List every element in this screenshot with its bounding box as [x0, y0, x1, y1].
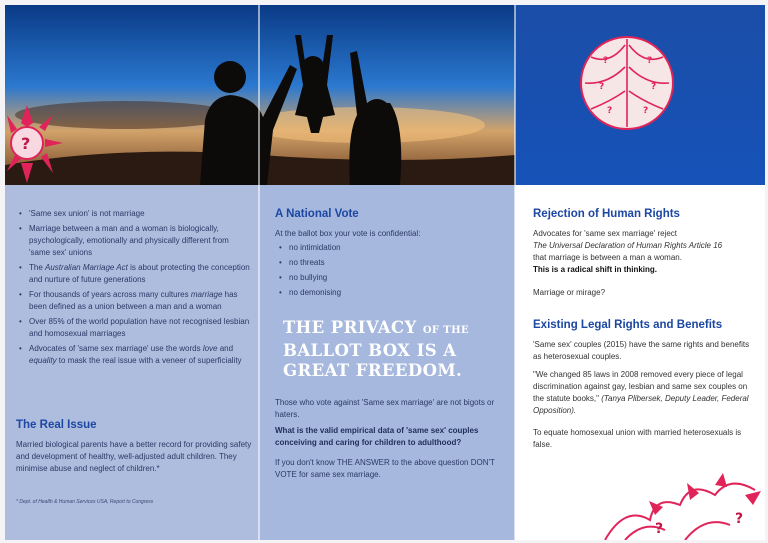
svg-text:?: ?	[655, 521, 664, 537]
radical-shift: This is a radical shift in thinking.	[533, 265, 658, 274]
left-flower-decoration	[5, 85, 65, 195]
marriage-or-mirage: Marriage or mirage?	[533, 288, 606, 297]
bullet-item: • Marriage between a man and a woman is biologically, psychologically, emotionally and physically different from 'same sex' unions	[17, 223, 251, 259]
legal-rights-text: 'Same sex' couples (2015) have the same rights and benefits as heterosexual couples.	[533, 340, 750, 361]
equate-text: To equate homosexual union with married heterosexuals is false.	[533, 428, 742, 449]
rights-line-1: Advocates for 'same sex marriage' reject	[533, 229, 677, 238]
left-bullet-list	[17, 208, 251, 370]
bullet-item: • no threats	[277, 257, 477, 269]
right-banner	[515, 5, 765, 185]
bullet-item: • no intimidation	[277, 242, 477, 254]
rejection-heading: Rejection of Human Rights	[533, 208, 680, 220]
bullet-item: • Advocates of 'same sex marriage' use the words love and equality to mask the real issue with a veneer of superficiality	[17, 343, 251, 367]
bullet-item: • 'Same sex union' is not marriage	[17, 208, 251, 220]
brochure-sheet	[5, 5, 765, 540]
footnote: * Dept. of Health & Human Services USA, Report to Congress	[16, 499, 154, 505]
privacy-line-3: GREAT FREEDOM.	[283, 361, 463, 380]
fold-line-right	[514, 5, 516, 540]
privacy-callout	[283, 318, 493, 381]
empirical-question: What is the valid empirical data of 'same sex' couples conceiving and caring for children to adulthood?	[275, 426, 479, 447]
national-vote-heading: A National Vote	[275, 208, 359, 220]
bullet-item: • For thousands of years across many cultures marriage has been defined as a union between a man and a woman	[17, 289, 251, 313]
bullet-item: • no demonising	[277, 287, 477, 299]
question-mark-medallion	[515, 5, 765, 185]
family-silhouette-illustration	[5, 5, 515, 185]
rights-citation: The Universal Declaration of Human Rights Article 16	[533, 241, 723, 250]
rights-line-2: that marriage is between a man a woman.	[533, 253, 682, 262]
svg-text:?: ?	[735, 511, 744, 527]
svg-text:?: ?	[21, 134, 31, 153]
svg-text:?: ?	[603, 56, 609, 66]
privacy-line-1b: OF THE	[422, 325, 470, 336]
svg-text:?: ?	[643, 106, 649, 116]
bottom-flower-decoration	[595, 465, 765, 540]
rights-paragraph	[533, 228, 755, 276]
svg-text:?: ?	[607, 106, 613, 116]
privacy-line-1a: THE PRIVACY	[283, 318, 423, 337]
vote-intro: At the ballot box your vote is confidential:	[275, 229, 421, 238]
closing-text: If you don't know THE ANSWER to the above question DON'T VOTE for same sex marriage.	[275, 458, 495, 479]
vote-bullet-list	[277, 242, 477, 302]
family-sunset-photo	[5, 5, 515, 185]
bullet-item: • no bullying	[277, 272, 477, 284]
svg-text:?: ?	[651, 82, 657, 92]
vote-text: Those who vote against 'Same sex marriage' are not bigots or haters.	[275, 398, 495, 419]
privacy-line-2: BALLOT BOX IS A	[283, 341, 457, 360]
plibersek-quote: "We changed 85 laws in 2008 removed every piece of legal discrimination against gay, lesbian and same sex couples on the statute books," (Tanya Plibersek, Deputy Leader, Federal Opposition).	[533, 370, 749, 415]
fold-line-left	[258, 5, 260, 540]
bullet-item: • The Australian Marriage Act is about protecting the conception and nurture of future generations	[17, 262, 251, 286]
svg-text:?: ?	[599, 82, 605, 92]
bullet-item: • Over 85% of the world population have not recognised lesbian and homosexual marriages	[17, 316, 251, 340]
legal-rights-heading: Existing Legal Rights and Benefits	[533, 319, 723, 331]
real-issue-text: Married biological parents have a better record for providing safety and development of healthy, well-adjusted adult children. They minimise abuse and neglect of children.*	[16, 440, 252, 473]
svg-text:?: ?	[647, 56, 653, 66]
real-issue-heading: The Real Issue	[16, 419, 97, 431]
